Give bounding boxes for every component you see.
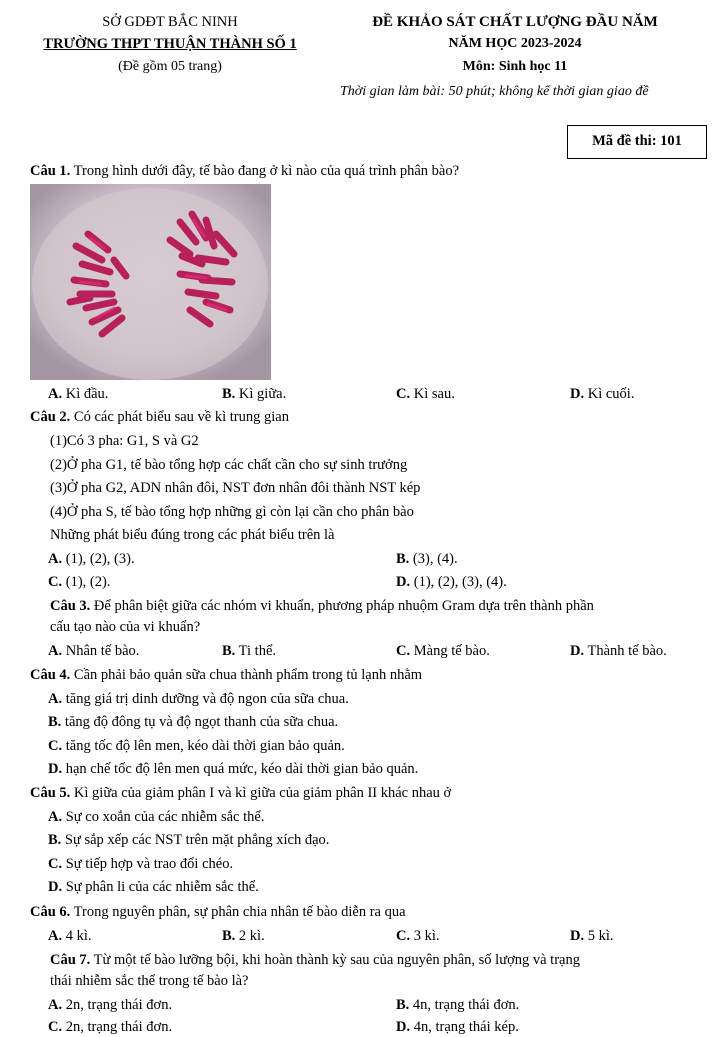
time-limit: Thời gian làm bài: 50 phút; không kể thời gian giao đề xyxy=(340,84,649,99)
page-count: (Đề gồm 05 trang) xyxy=(118,59,222,74)
question-text: Trong nguyên phân, sự phân chia nhân tế bào diễn ra qua xyxy=(70,904,406,920)
anaphase-chromosomes-image xyxy=(30,184,271,380)
q2-statement-3: (3)Ở pha G2, ADN nhân đôi, NST đơn nhân đôi thành NST kép xyxy=(50,480,421,496)
school-year: NĂM HỌC 2023-2024 xyxy=(448,36,582,51)
q6-option-c: C. 3 kì. xyxy=(396,928,440,944)
question-text: Từ một tế bào lưỡng bội, khi hoàn thành kỳ sau của nguyên phân, số lượng và trạng xyxy=(90,952,580,968)
q2-option-a: A. (1), (2), (3). xyxy=(48,551,135,567)
q7-option-c: C. 2n, trạng thái đơn. xyxy=(48,1019,173,1035)
q1-option-d: D. Kì cuối. xyxy=(570,386,635,402)
q2-statement-4: (4)Ở pha S, tế bào tổng hợp những gì còn lại cần cho phân bào xyxy=(50,504,414,520)
q7-option-b: B. 4n, trạng thái đơn. xyxy=(396,997,520,1013)
question-number: Câu 6. xyxy=(30,904,71,920)
department-name: SỞ GDĐT BẮC NINH xyxy=(102,14,238,30)
exam-title: ĐỀ KHẢO SÁT CHẤT LƯỢNG ĐẦU NĂM xyxy=(372,14,658,30)
q2-option-d: D. (1), (2), (3), (4). xyxy=(396,574,507,590)
question-text: Để phân biệt giữa các nhóm vi khuẩn, phương pháp nhuộm Gram dựa trên thành phần xyxy=(90,598,594,614)
q2-option-b: B. (3), (4). xyxy=(396,551,458,567)
q5-option-b: B. Sự sắp xếp các NST trên mặt phẳng xích đạo. xyxy=(48,832,330,848)
school-name: TRƯỜNG THPT THUẬN THÀNH SỐ 1 xyxy=(43,36,297,52)
q4-option-a: A. tăng giá trị dinh dưỡng và độ ngon của sữa chua. xyxy=(48,691,349,707)
question-4 xyxy=(30,667,422,684)
cell-micrograph xyxy=(30,184,271,380)
q4-option-b: B. tăng độ đông tụ và độ ngọt thanh của sữa chua. xyxy=(48,714,339,730)
q3-option-a: A. Nhân tế bào. xyxy=(48,643,140,659)
question-7-line-2: thái nhiễm sắc thể trong tế bào là? xyxy=(50,973,249,989)
question-number: Câu 2. xyxy=(30,409,71,425)
exam-code-box xyxy=(567,125,707,159)
q2-statement-2: (2)Ở pha G1, tế bào tổng hợp các chất cần cho sự sinh trưởng xyxy=(50,457,408,473)
q6-option-b: B. 2 kì. xyxy=(222,928,265,944)
q1-option-a: A. Kì đầu. xyxy=(48,386,109,402)
question-3-line-2: cấu tạo nào của vi khuẩn? xyxy=(50,619,201,635)
question-number: Câu 7. xyxy=(50,952,91,968)
question-number: Câu 1. xyxy=(30,163,71,179)
question-text: Có các phát biểu sau về kì trung gian xyxy=(70,409,289,425)
q4-option-c: C. tăng tốc độ lên men, kéo dài thời gian bảo quản. xyxy=(48,738,345,754)
question-7 xyxy=(50,952,580,969)
q6-option-d: D. 5 kì. xyxy=(570,928,614,944)
q3-option-d: D. Thành tế bào. xyxy=(570,643,667,659)
q2-option-c: C. (1), (2). xyxy=(48,574,111,590)
question-text: Kì giữa của giảm phân I và kì giữa của giảm phân II khác nhau ở xyxy=(70,785,452,801)
q5-option-a: A. Sự co xoắn của các nhiễm sắc thể. xyxy=(48,809,265,825)
q7-option-d: D. 4n, trạng thái kép. xyxy=(396,1019,519,1035)
q2-stem: Những phát biểu đúng trong các phát biểu trên là xyxy=(50,527,335,543)
q3-option-c: C. Màng tế bào. xyxy=(396,643,490,659)
q5-option-c: C. Sự tiếp hợp và trao đổi chéo. xyxy=(48,856,234,872)
question-1 xyxy=(30,163,459,180)
q1-option-c: C. Kì sau. xyxy=(396,386,455,402)
q1-option-b: B. Kì giữa. xyxy=(222,386,287,402)
question-text: Cần phải bảo quản sữa chua thành phẩm trong tủ lạnh nhằm xyxy=(70,667,423,683)
subject: Môn: Sinh học 11 xyxy=(462,59,568,74)
question-2 xyxy=(30,409,289,426)
question-text: Trong hình dưới đây, tế bào đang ở kì nào của quá trình phân bào? xyxy=(70,163,460,179)
q5-option-d: D. Sự phân li của các nhiễm sắc thể. xyxy=(48,879,259,895)
question-6 xyxy=(30,904,406,921)
question-number: Câu 3. xyxy=(50,598,91,614)
q6-option-a: A. 4 kì. xyxy=(48,928,92,944)
exam-code: Mã đề thi: 101 xyxy=(592,133,682,149)
q4-option-d: D. hạn chế tốc độ lên men quá mức, kéo dài thời gian bảo quản. xyxy=(48,761,419,777)
question-number: Câu 4. xyxy=(30,667,71,683)
question-number: Câu 5. xyxy=(30,785,71,801)
q2-statement-1: (1)Có 3 pha: G1, S và G2 xyxy=(50,433,199,449)
q7-option-a: A. 2n, trạng thái đơn. xyxy=(48,997,173,1013)
question-3 xyxy=(50,598,594,615)
question-5 xyxy=(30,785,451,802)
q3-option-b: B. Ti thể. xyxy=(222,643,277,659)
